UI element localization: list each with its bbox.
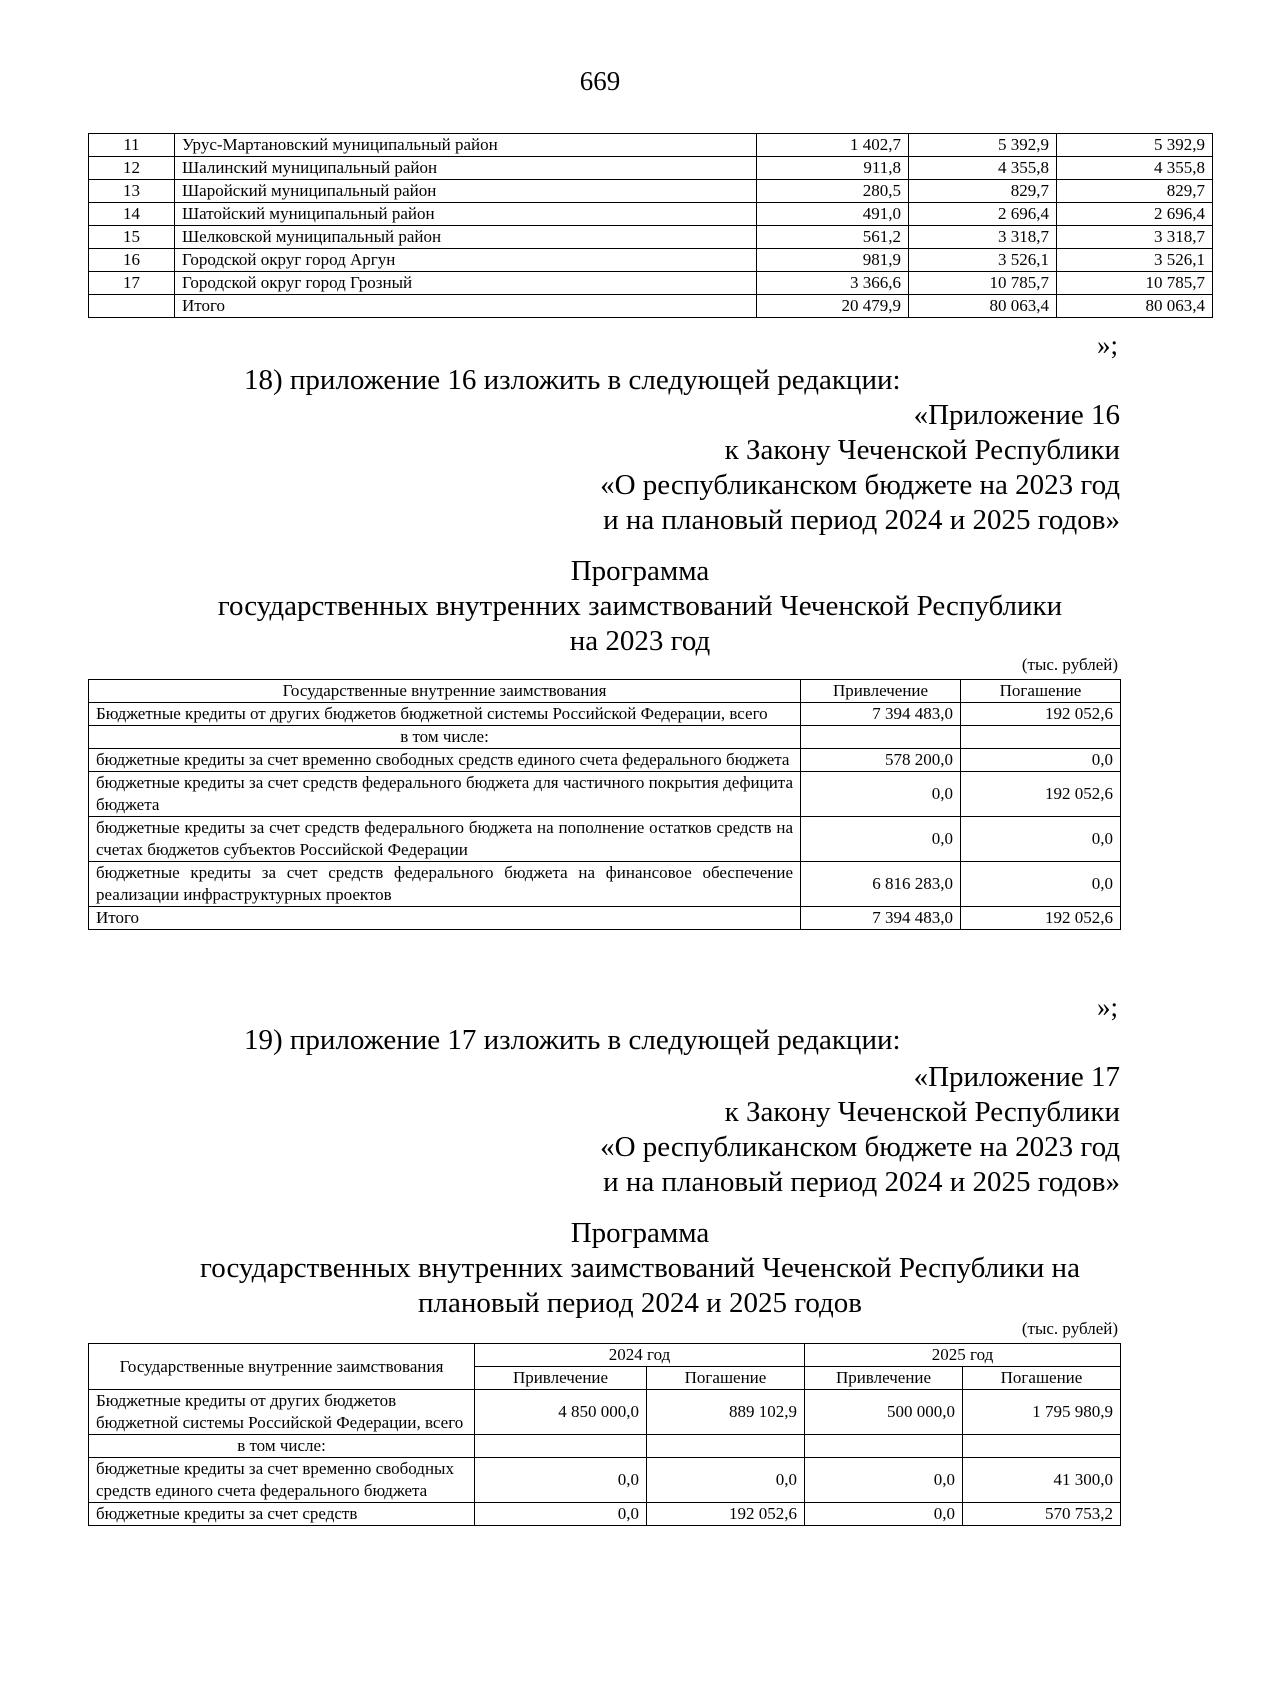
table-subheader-row: Привлечение Погашение Привлечение Погашение xyxy=(89,1367,1121,1390)
table-row: бюджетные кредиты за счет средств федерального бюджета на финансовое обеспечение реализации инфраструктурных проектов 6 816 283,0 0,0 xyxy=(89,862,1121,907)
program-title-2023: Программа государственных внутренних заимствований Чеченской Республики на 2023 год xyxy=(217,555,1063,657)
table-row: 17 Городской округ город Грозный 3 366,6 10 785,7 10 785,7 xyxy=(89,272,1213,295)
approval-block-16: «Приложение 16 к Закону Чеченской Республики «О республиканском бюджете на 2023 год и на плановый период 2024 и 2025 годов» xyxy=(600,399,1120,536)
borrowing-table-2023 xyxy=(88,679,1121,930)
table-row: Бюджетные кредиты от других бюджетов бюджетной системы Российской Федерации, всего 7 394 483,0 192 052,6 xyxy=(89,703,1121,726)
table-row: бюджетные кредиты за счет временно свободных средств единого счета федерального бюджета 578 200,0 0,0 xyxy=(89,749,1121,772)
borrowing-table-2024-2025 xyxy=(88,1343,1121,1526)
table-row: 14 Шатойский муниципальный район 491,0 2 696,4 2 696,4 xyxy=(89,203,1213,226)
approval-block-17: «Приложение 17 к Закону Чеченской Республики «О республиканском бюджете на 2023 год и на плановый период 2024 и 2025 годов» xyxy=(600,1061,1120,1198)
units-label: (тыс. рублей) xyxy=(1021,655,1118,674)
page-number: 669 xyxy=(579,66,621,96)
table-row: бюджетные кредиты за счет средств 0,0 192 052,6 0,0 570 753,2 xyxy=(89,1503,1121,1526)
table-row: в том числе: xyxy=(89,1435,1121,1458)
table-row: бюджетные кредиты за счет временно свободных средств единого счета федерального бюджета 0,0 0,0 0,0 41 300,0 xyxy=(89,1458,1121,1503)
table-header-row: Государственные внутренние заимствования 2024 год 2025 год xyxy=(89,1344,1121,1367)
closing-quote: »; xyxy=(1096,992,1118,1022)
units-label: (тыс. рублей) xyxy=(1021,1319,1118,1338)
table-row: 12 Шалинский муниципальный район 911,8 4 355,8 4 355,8 xyxy=(89,157,1213,180)
district-table xyxy=(88,133,1213,318)
closing-quote: »; xyxy=(1096,330,1118,360)
table-row-total: Итого 20 479,9 80 063,4 80 063,4 xyxy=(89,295,1213,318)
table-row-total: Итого 7 394 483,0 192 052,6 xyxy=(89,907,1121,930)
point-18-text: 18) приложение 16 изложить в следующей редакции: xyxy=(244,364,901,396)
table-row: бюджетные кредиты за счет средств федерального бюджета на пополнение остатков средств на счетах бюджетов субъектов Российской Федерации 0,0 0,0 xyxy=(89,817,1121,862)
table-row: 13 Шаройский муниципальный район 280,5 829,7 829,7 xyxy=(89,180,1213,203)
table-row: 15 Шелковской муниципальный район 561,2 3 318,7 3 318,7 xyxy=(89,226,1213,249)
table-row: в том числе: xyxy=(89,726,1121,749)
table-row: Бюджетные кредиты от других бюджетов бюджетной системы Российской Федерации, всего 4 850 000,0 889 102,9 500 000,0 1 795 980,9 xyxy=(89,1390,1121,1435)
table-row: 11 Урус-Мартановский муниципальный район 1 402,7 5 392,9 5 392,9 xyxy=(89,134,1213,157)
table-row: бюджетные кредиты за счет средств федерального бюджета для частичного покрытия дефицита бюджета 0,0 192 052,6 xyxy=(89,772,1121,817)
table-row: 16 Городской округ город Аргун 981,9 3 526,1 3 526,1 xyxy=(89,249,1213,272)
table-header-row: Государственные внутренние заимствования Привлечение Погашение xyxy=(89,680,1121,703)
program-title-2024-2025: Программа государственных внутренних заимствований Чеченской Республики на плановый период 2024 и 2025 годов xyxy=(200,1217,1080,1319)
point-19-text: 19) приложение 17 изложить в следующей редакции: xyxy=(244,1024,901,1056)
